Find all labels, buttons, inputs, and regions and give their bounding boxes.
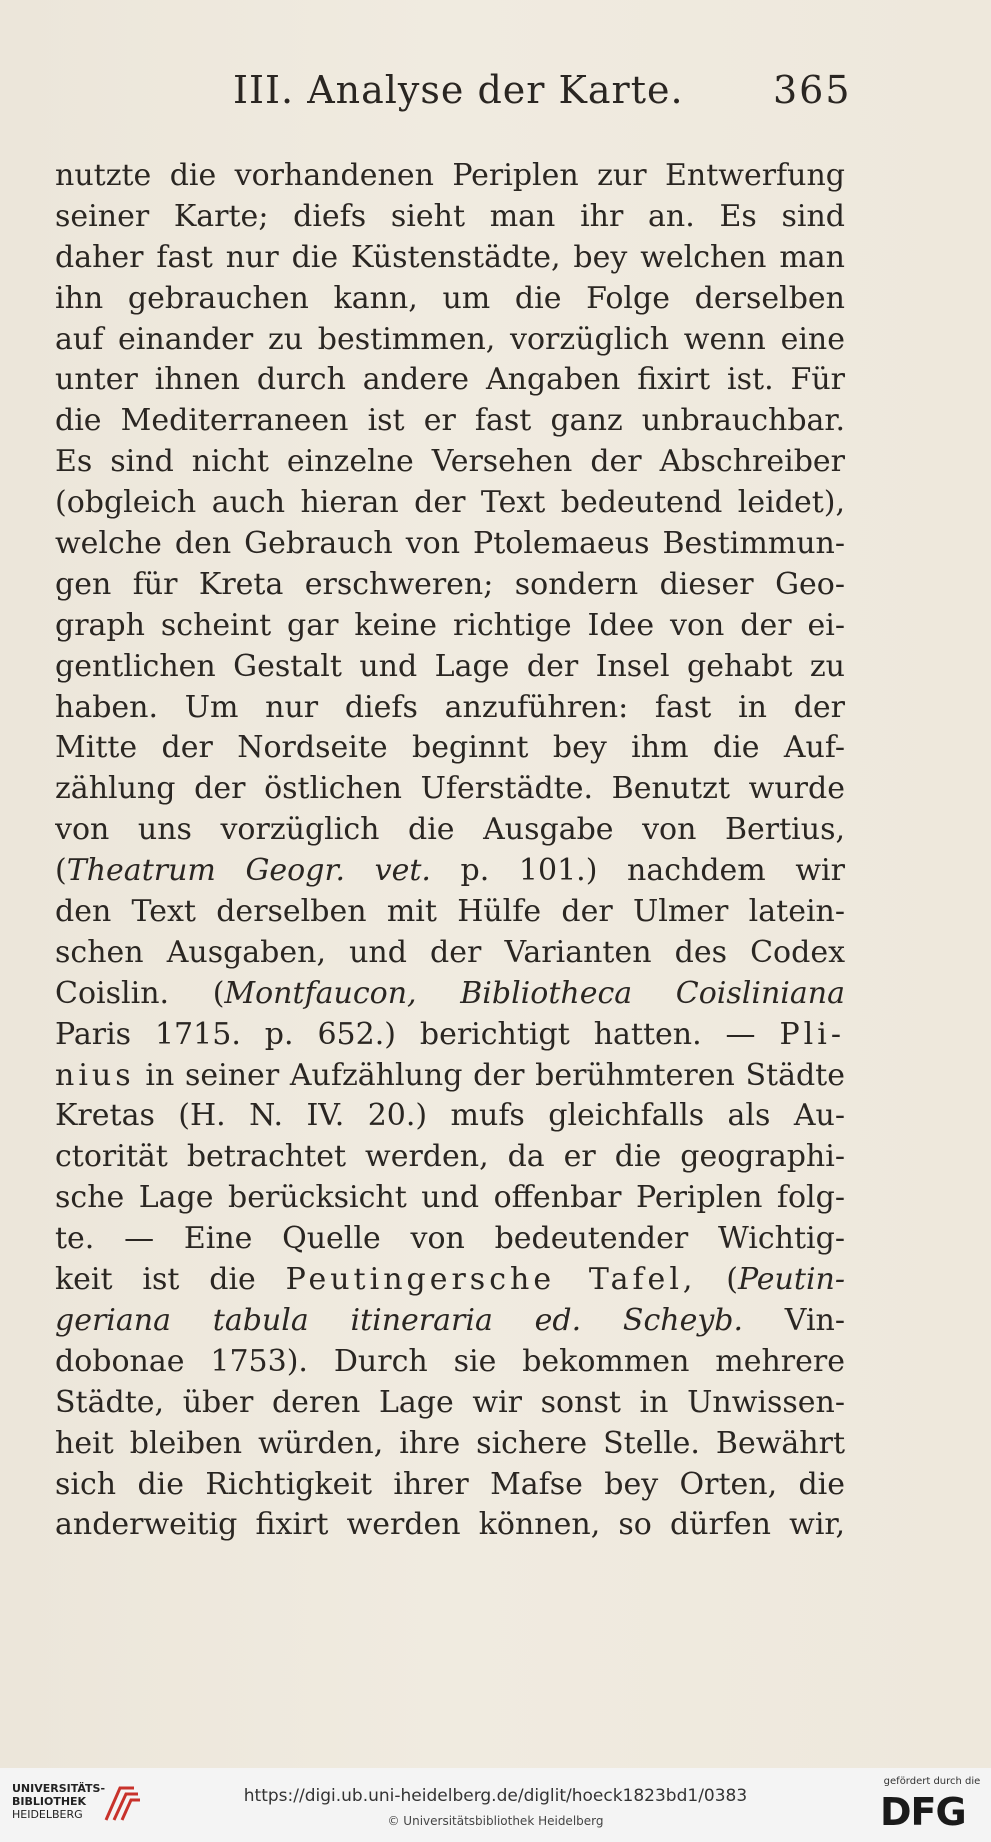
text-run: in seiner Aufzählung der berühmteren Städte xyxy=(134,1057,845,1093)
text-line xyxy=(55,1015,845,1056)
permalink-url[interactable]: https://digi.ub.uni-heidelberg.de/diglit/hoeck1823bd1/0383 xyxy=(243,1786,748,1806)
text-run: Vin- xyxy=(743,1302,845,1338)
text-line xyxy=(55,1301,845,1342)
text-run: ( xyxy=(55,853,67,889)
italic-citation: Theatrum Geogr. vet. xyxy=(66,853,431,889)
text-line: anderweitig fixirt werden können, so dürfen wir, xyxy=(55,1507,845,1543)
text-line: Städte, über deren Lage wir sonst in Unwissen- xyxy=(55,1384,845,1420)
text-line: welche den Gebrauch von Ptolemaeus Bestimmun- xyxy=(55,526,845,562)
text-line: unter ihnen durch andere Angaben fixirt ist. Für xyxy=(55,362,845,398)
library-name-line: HEIDELBERG xyxy=(12,1808,83,1821)
text-line: den Text derselben mit Hülfe der Ulmer latein- xyxy=(55,894,845,930)
text-run: keit ist die xyxy=(55,1262,286,1298)
library-name-line: UNIVERSITÄTS- xyxy=(12,1782,106,1795)
library-name-line: BIBLIOTHEK xyxy=(12,1795,87,1808)
page-number: 365 xyxy=(773,68,852,112)
page-header xyxy=(0,68,991,128)
text-line: schen Ausgaben, und der Varianten des Codex xyxy=(55,934,845,970)
text-line xyxy=(55,851,845,892)
running-title: III. Analyse der Karte. xyxy=(233,68,684,112)
text-line: von uns vorzüglich die Ausgabe von Bertius, xyxy=(55,812,845,848)
text-run: Coislin. ( xyxy=(55,975,225,1011)
text-line: die Mediterraneen ist er fast ganz unbrauchbar. xyxy=(55,403,845,439)
body-text xyxy=(55,156,845,1546)
copyright-notice: © Universitätsbibliothek Heidelberg xyxy=(387,1814,604,1828)
text-run: Paris 1715. p. 652.) berichtigt hatten. — xyxy=(55,1016,780,1052)
text-line: Mitte der Nordseite beginnt bey ihm die Auf- xyxy=(55,730,845,766)
text-line: nutzte die vorhandenen Periplen zur Entwerfung xyxy=(55,158,845,193)
text-line xyxy=(55,1260,845,1301)
text-line: sche Lage berücksicht und offenbar Periplen folg- xyxy=(55,1180,845,1216)
dfg-logo[interactable] xyxy=(878,1776,986,1838)
text-line: (obgleich auch hieran der Text bedeutend leidet), xyxy=(55,485,845,521)
text-run: p. 101.) nachdem wir xyxy=(430,853,845,889)
italic-citation: Peutin- xyxy=(737,1262,845,1298)
dfg-caption: gefördert durch die xyxy=(883,1776,981,1787)
text-line: daher fast nur die Küstenstädte, bey welchen man xyxy=(55,239,845,275)
dfg-wordmark: DFG xyxy=(880,1790,966,1834)
viewer-footer xyxy=(0,1768,991,1842)
text-line xyxy=(55,1056,845,1097)
text-line: auf einander zu bestimmen, vorzüglich wenn eine xyxy=(55,321,845,357)
spaced-name: Peutingersche Tafel, xyxy=(285,1262,697,1298)
spaced-name: nius xyxy=(55,1057,135,1093)
text-line: seiner Karte; diefs sieht man ihr an. Es sind xyxy=(55,198,845,234)
text-line: dobonae 1753). Durch sie bekommen mehrere xyxy=(55,1343,845,1379)
text-line: sich die Richtigkeit ihrer Mafse bey Orten, die xyxy=(55,1466,845,1502)
italic-citation: Montfaucon, Bibliotheca Coisliniana xyxy=(224,975,845,1011)
text-line: gentlichen Gestalt und Lage der Insel gehabt zu xyxy=(55,648,845,684)
spaced-name: Pli- xyxy=(779,1016,845,1052)
text-run: ( xyxy=(696,1262,738,1298)
text-line: Kretas (H. N. IV. 20.) mufs gleichfalls als Au- xyxy=(55,1098,845,1134)
text-line: ihn gebrauchen kann, um die Folge derselben xyxy=(55,280,845,316)
text-line: te. — Eine Quelle von bedeutender Wichtig- xyxy=(55,1221,845,1257)
text-line: heit bleiben würden, ihre sichere Stelle. Bewährt xyxy=(55,1425,845,1461)
text-line: gen für Kreta erschweren; sondern dieser Geo- xyxy=(55,566,845,602)
text-line: zählung der östlichen Uferstädte. Benutzt wurde xyxy=(55,771,845,807)
text-line: graph scheint gar keine richtige Idee von der ei- xyxy=(55,607,845,643)
text-line: ctorität betrachtet werden, da er die geographi- xyxy=(55,1139,845,1175)
text-line xyxy=(55,974,845,1015)
text-line: haben. Um nur diefs anzuführen: fast in der xyxy=(55,689,845,725)
text-line: Es sind nicht einzelne Versehen der Abschreiber xyxy=(55,444,845,480)
italic-citation: geriana tabula itineraria ed. Scheyb. xyxy=(55,1302,744,1338)
